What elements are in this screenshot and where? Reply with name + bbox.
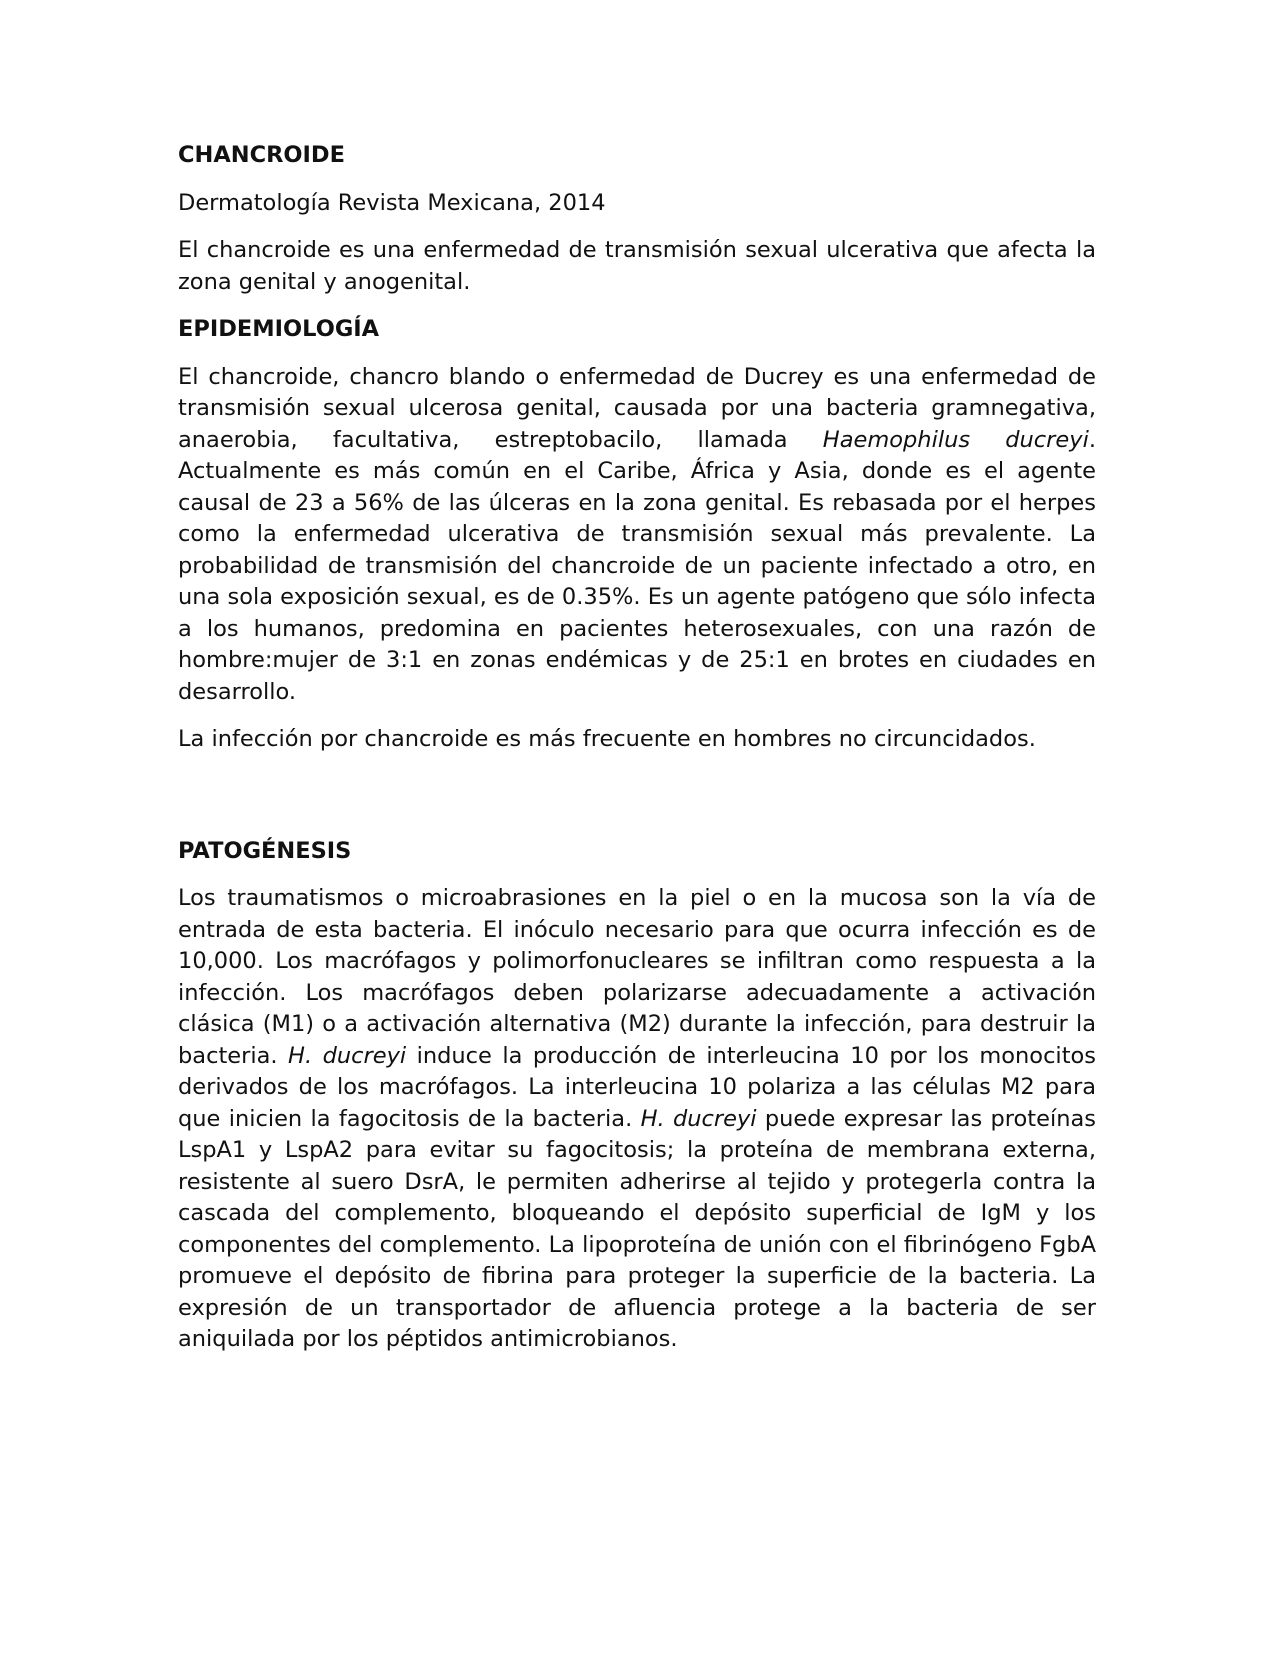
text-span: induce la producción de interleucina 10 por los monocitos derivados de los macrófagos. La interleucina 10 polariza a las células M2 para que inicien la fagocitosis de la bacteria.: [178, 1042, 1096, 1132]
patogenesis-paragraph-1: [178, 883, 1096, 1356]
species-name: Haemophilus ducreyi: [822, 426, 1089, 453]
epidemiologia-paragraph-1: [178, 362, 1096, 709]
text-span: puede expresar las proteínas LspA1 y LspA2 para evitar su fagocitosis; la proteína de membrana externa, resistente al suero DsrA, le permiten adherirse al tejido y protegerla contra la cascada del complemento, bloqueando el depósito superficial de IgM y los componentes del complemento. La lipoproteína de unión con el fibrinógeno FgbA promueve el depósito de fibrina para proteger la superficie de la bacteria. La expresión de un transportador de afluencia protege a la bacteria de ser aniquilada por los péptidos antimicrobianos.: [178, 1105, 1096, 1352]
text-span: . Actualmente es más común en el Caribe, África y Asia, donde es el agente causal de 23 a 56% de las úlceras en la zona genital. Es rebasada por el herpes como la enfermedad ulcerativa de transmisión sexual más prevalente. La probabilidad de transmisión del chancroide de un paciente infectado a otro, en una sola exposición sexual, es de 0.35%. Es un agente patógeno que sólo infecta a los humanos, predomina en pacientes heterosexuales, con una razón de hombre:mujer de 3:1 en zonas endémicas y de 25:1 en brotes en ciudades en desarrollo.: [178, 426, 1096, 705]
document-page: [178, 140, 1096, 1372]
spacer: [178, 772, 1096, 836]
text-span: Los traumatismos o microabrasiones en la piel o en la mucosa son la vía de entrada de esta bacteria. El inóculo necesario para que ocurra infección es de 10,000. Los macrófagos y polimorfonucleares se infiltran como respuesta a la infección. Los macrófagos deben polarizarse adecuadamente a activación clásica (M1) o a activación alternativa (M2) durante la infección, para destruir la bacteria.: [178, 885, 1096, 1069]
epidemiologia-paragraph-2: La infección por chancroide es más frecuente en hombres no circuncidados.: [178, 726, 1036, 752]
text-span: El chancroide, chancro blando o enfermedad de Ducrey es una enfermedad de transmisión sexual ulcerosa genital, causada por una bacteria gramnegativa, anaerobia, facultativa, estreptobacilo, llamada: [178, 363, 1096, 453]
source-citation: Dermatología Revista Mexicana, 2014: [178, 189, 606, 216]
document-title: CHANCROIDE: [178, 142, 345, 168]
species-name: H. ducreyi: [288, 1042, 407, 1069]
section-heading-patogenesis: PATOGÉNESIS: [178, 837, 352, 864]
species-name: H. ducreyi: [640, 1105, 757, 1132]
section-heading-epidemiologia: EPIDEMIOLOGÍA: [178, 316, 380, 342]
intro-paragraph: El chancroide es una enfermedad de transmisión sexual ulcerativa que afecta la zona genital y anogenital.: [178, 237, 1096, 295]
